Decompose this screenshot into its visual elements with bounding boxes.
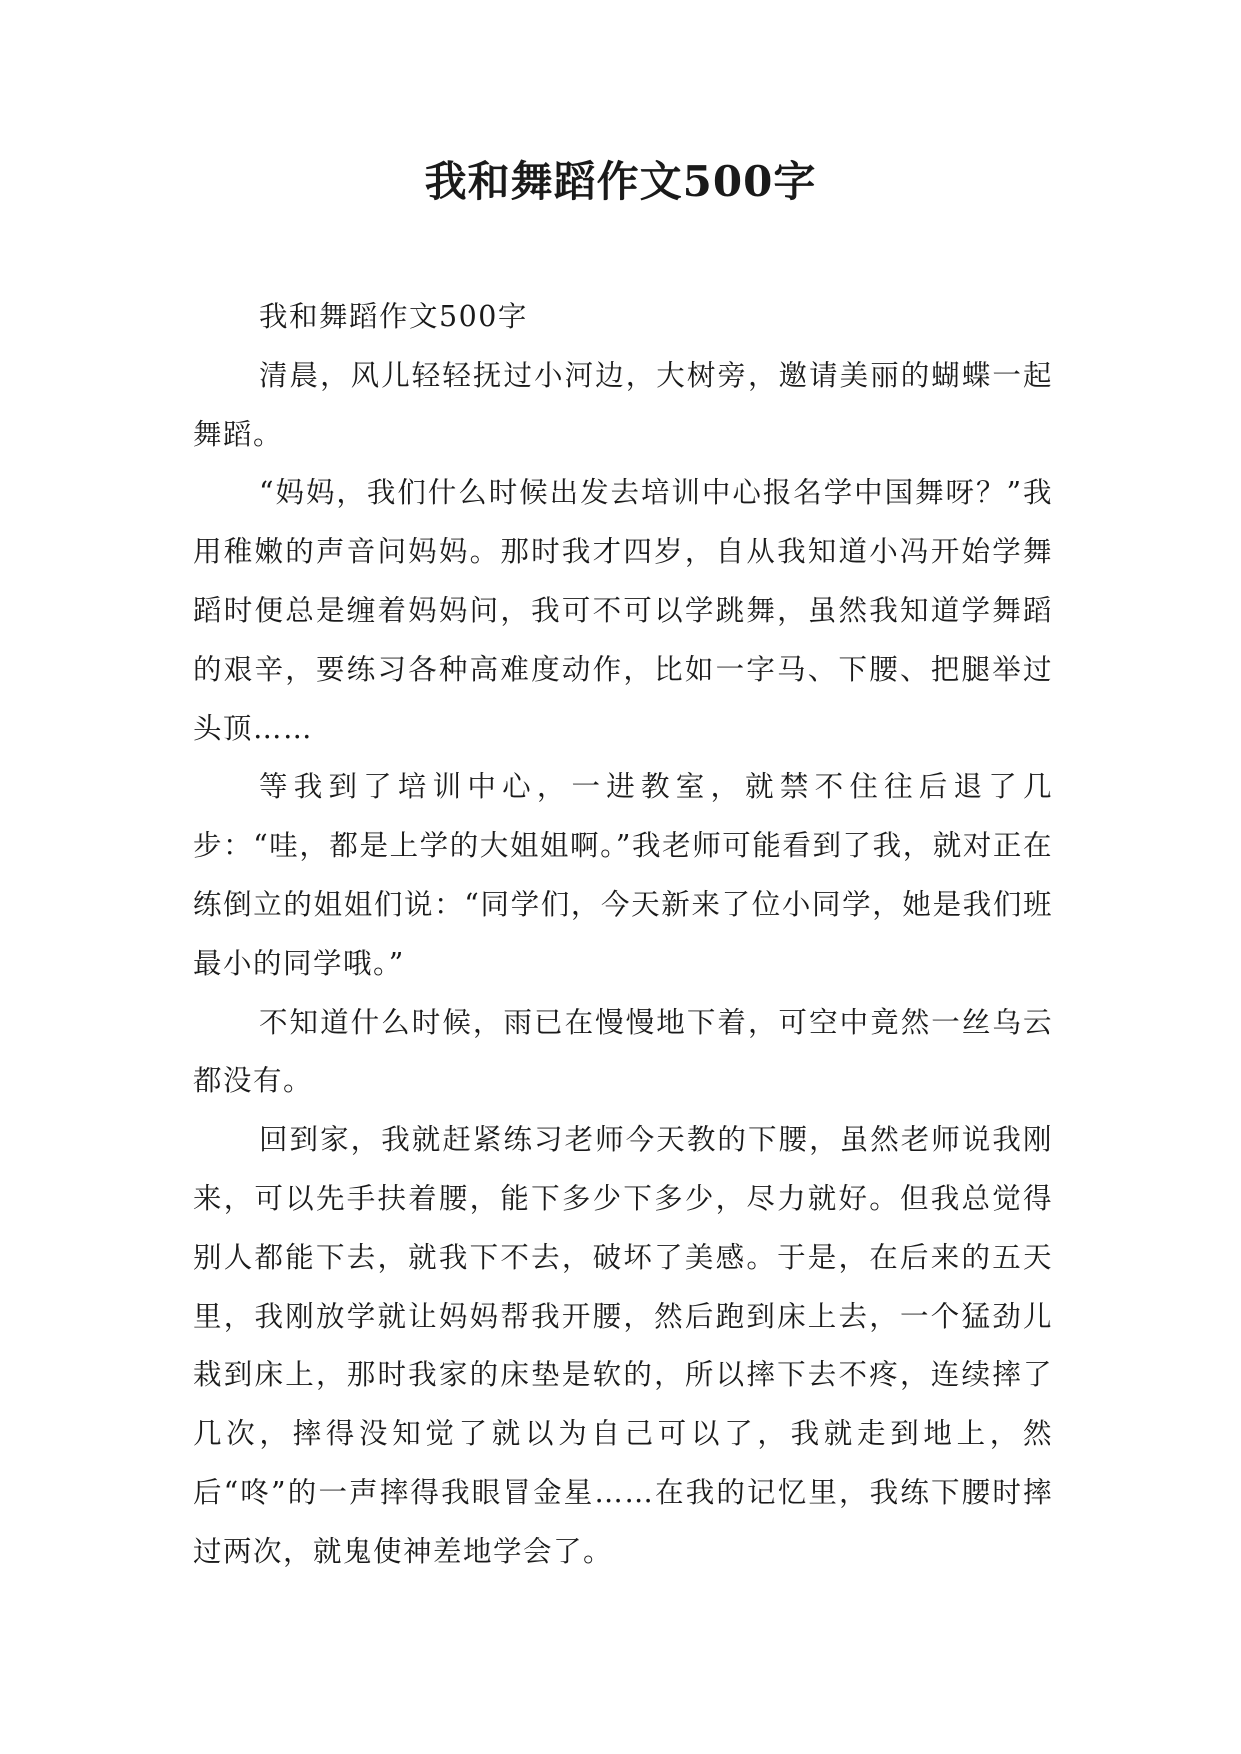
paragraph-rain: 不知道什么时候，雨已在慢慢地下着，可空中竟然一丝乌云都没有。 [193,1005,1053,1098]
paragraph-morning: 清晨，风儿轻轻抚过小河边，大树旁，邀请美丽的蝴蝶一起舞蹈。 [193,358,1053,451]
document-title: 我和舞蹈作文500字 [424,157,817,206]
paragraph-training-center: 等我到了培训中心，一进教室，就禁不住往后退了几步：“哇，都是上学的大姐姐啊。”我老师可能看到了我，就对正在练倒立的姐姐们说：“同学们，今天新来了位小同学，她是我们班最小的同学哦。” [193,770,1053,980]
paragraph-practice-at-home: 回到家，我就赶紧练习老师今天教的下腰，虽然老师说我刚来，可以先手扶着腰，能下多少下多少，尽力就好。但我总觉得别人都能下去，就我下不去，破坏了美感。于是，在后来的五天里，我刚放学就让妈妈帮我开腰，然后跑到床上去，一个猛劲儿栽到床上，那时我家的床垫是软的，所以摔下去不疼，连续摔了几次，摔得没知觉了就以为自己可以了，我就走到地上，然后“咚”的一声摔得我眼冒金星……在我的记忆里，我练下腰时摔过两次，就鬼使神差地学会了。 [193,1123,1053,1568]
paragraph-subtitle: 我和舞蹈作文500字 [259,300,528,333]
document-body [193,288,1053,1582]
paragraph-asking-mother: “妈妈，我们什么时候出发去培训中心报名学中国舞呀？”我用稚嫩的声音问妈妈。那时我才四岁，自从我知道小冯开始学舞蹈时便总是缠着妈妈问，我可不可以学跳舞，虽然我知道学舞蹈的艰辛，要练习各种高难度动作，比如一字马、下腰、把腿举过头顶…… [193,476,1053,745]
